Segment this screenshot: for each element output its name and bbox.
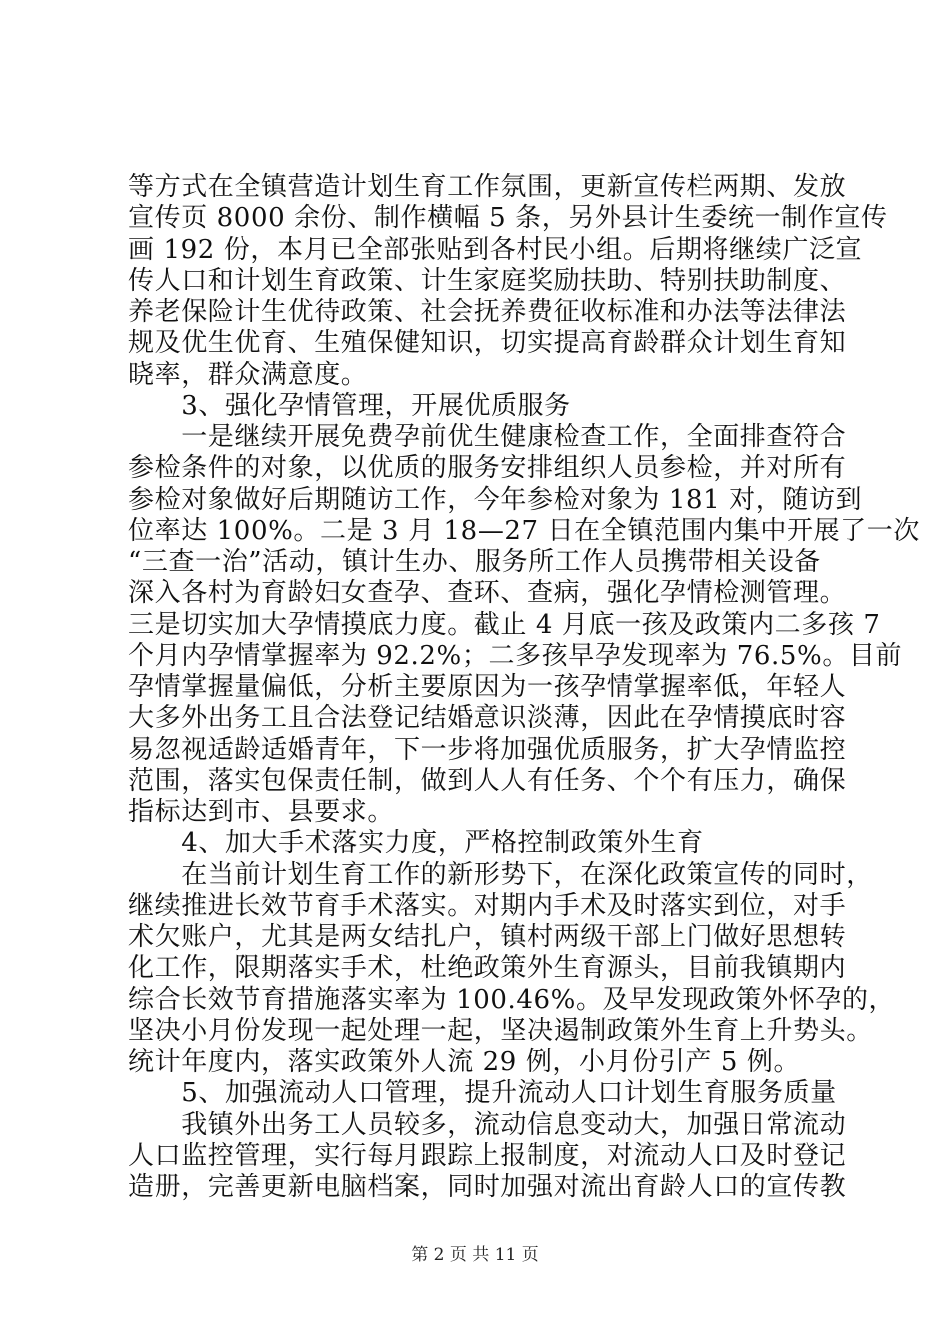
text-line: 规及优生优育、生殖保健知识，切实提高育龄群众计划生育知	[128, 328, 847, 359]
text-line: 继续推进长效节育手术落实。对期内手术及时落实到位，对手	[128, 890, 847, 921]
text-line: 养老保险计生优待政策、社会抚养费征收标准和办法等法律法	[128, 297, 847, 327]
text-line: 深入各村为育龄妇女查孕、查环、查病，强化孕情检测管理。	[128, 578, 847, 609]
text-line: 造册，完善更新电脑档案，同时加强对流出育龄人口的宣传教	[128, 1172, 847, 1202]
text-line: 传人口和计划生育政策、计生家庭奖励扶助、特别扶助制度、	[128, 265, 847, 296]
text-line: 3、强化孕情管理，开展优质服务	[128, 390, 571, 421]
text-line: 个月内孕情掌握率为 92.2%；二多孩早孕发现率为 76.5%。目前	[128, 640, 903, 671]
text-line: 综合长效节育措施落实率为 100.46%。及早发现政策外怀孕的，	[128, 984, 896, 1015]
text-line: 晓率，群众满意度。	[128, 359, 368, 390]
text-line: 我镇外出务工人员较多，流动信息变动大，加强日常流动	[128, 1109, 847, 1140]
text-line: 术欠账户，尤其是两女结扎户，镇村两级干部上门做好思想转	[128, 922, 847, 952]
text-line: 等方式在全镇营造计划生育工作氛围，更新宣传栏两期、发放	[128, 172, 847, 202]
text-line: “三查一治”活动，镇计生办、服务所工作人员携带相关设备	[128, 547, 821, 577]
text-line: 大多外出务工且合法登记结婚意识淡薄，因此在孕情摸底时容	[128, 703, 847, 734]
text-line: 范围，落实包保责任制，做到人人有任务、个个有压力，确保	[128, 765, 847, 796]
text-line: 化工作，限期落实手术，杜绝政策外生育源头，目前我镇期内	[128, 953, 847, 984]
text-line: 人口监控管理，实行每月跟踪上报制度，对流动人口及时登记	[128, 1140, 847, 1171]
text-line: 孕情掌握量偏低，分析主要原因为一孩孕情掌握率低，年轻人	[128, 672, 847, 702]
page-footer: 第 2 页 共 11 页	[411, 1245, 539, 1265]
text-line: 画 192 份，本月已全部张贴到各村民小组。后期将继续广泛宣	[128, 234, 863, 265]
text-line: 一是继续开展免费孕前优生健康检查工作，全面排查符合	[128, 422, 847, 452]
text-line: 宣传页 8000 余份、制作横幅 5 条，另外县计生委统一制作宣传	[128, 203, 888, 234]
text-line: 位率达 100%。二是 3 月 18—27 日在全镇范围内集中开展了一次	[128, 515, 920, 546]
text-line: 坚决小月份发现一起处理一起，坚决遏制政策外生育上升势头。	[128, 1015, 873, 1046]
text-line: 三是切实加大孕情摸底力度。截止 4 月底一孩及政策内二多孩 7	[128, 609, 881, 640]
text-line: 易忽视适龄适婚青年，下一步将加强优质服务，扩大孕情监控	[128, 734, 847, 765]
text-line: 5、加强流动人口管理，提升流动人口计划生育服务质量	[128, 1078, 837, 1109]
text-line: 参检条件的对象，以优质的服务安排组织人员参检，并对所有	[128, 453, 847, 484]
text-line: 在当前计划生育工作的新形势下，在深化政策宣传的同时，	[128, 859, 873, 890]
text-line: 4、加大手术落实力度，严格控制政策外生育	[128, 828, 704, 859]
text-line: 统计年度内，落实政策外人流 29 例，小月份引产 5 例。	[128, 1047, 801, 1077]
text-line: 参检对象做好后期随访工作，今年参检对象为 181 对，随访到	[128, 484, 863, 515]
text-line: 指标达到市、县要求。	[128, 797, 395, 827]
